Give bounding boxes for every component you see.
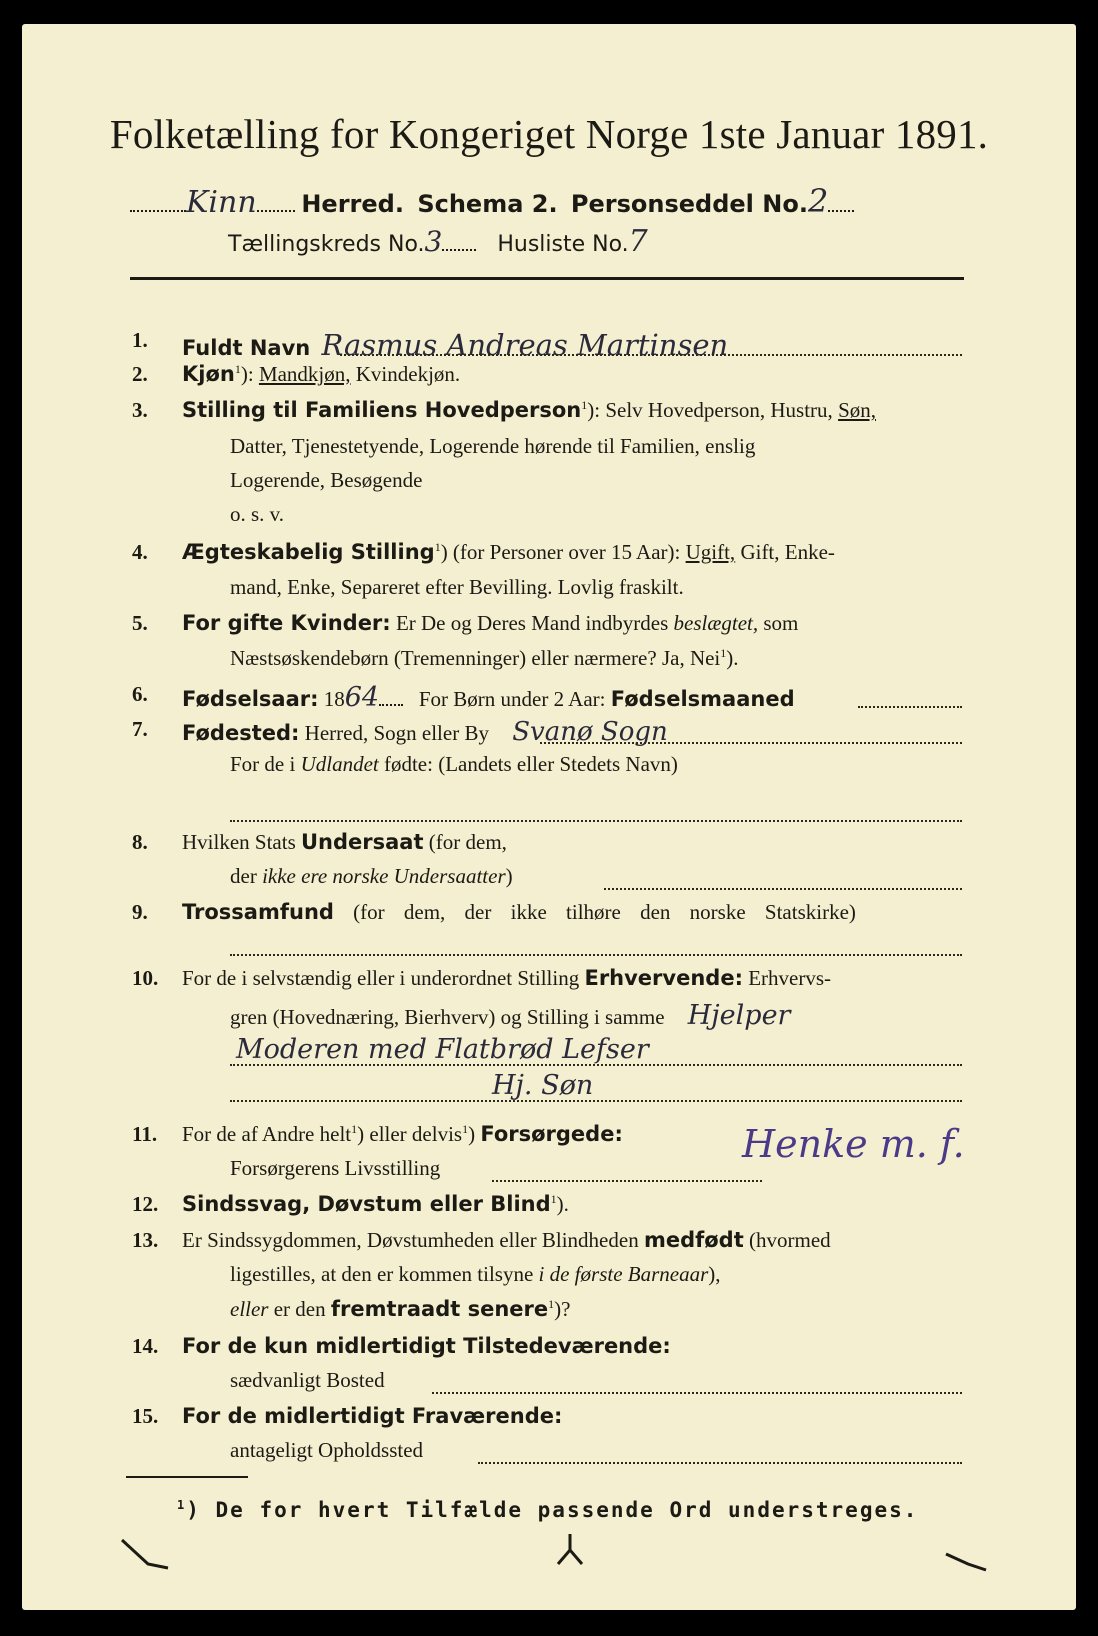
kjon-option-mandkjon: Mandkjøn,	[258, 362, 351, 386]
fodested-text: Herred, Sogn eller By	[304, 721, 489, 745]
footnote-marker: 1	[548, 1297, 555, 1311]
item-13-line-2	[230, 1262, 721, 1287]
item-number: 13.	[132, 1228, 159, 1252]
item-12-end: ).	[556, 1192, 569, 1216]
udland-prefix: For de i	[230, 752, 296, 776]
item-13-prefix: Er Sindssygdommen, Døvstumheden eller Blindheden	[182, 1228, 639, 1252]
item-13-line-1	[182, 1228, 831, 1253]
item-13-line-3-text: er den	[273, 1297, 326, 1321]
dotted-line	[540, 742, 962, 744]
dotted-line	[492, 1180, 762, 1182]
aegteskab-qualifier: ) (for Personer over 15 Aar):	[440, 540, 681, 564]
aegteskab-label: Ægteskabelig Stilling	[182, 540, 435, 564]
dotted-line	[478, 1462, 962, 1464]
item-10-line-1	[182, 966, 831, 991]
item-number: 15.	[132, 1404, 159, 1428]
item-13-suffix: (hvormed	[749, 1228, 831, 1252]
dotted-line	[432, 1392, 962, 1394]
item-11-line-1	[182, 1122, 623, 1147]
erhverv-value-2: Moderen med Flatbrød Lefser	[236, 1034, 649, 1065]
schema-label: Schema 2.	[417, 190, 558, 218]
ikke-norske-text: ikke ere norske Undersaatter	[262, 864, 506, 888]
kjon-option-kvindekjon: Kvindekjøn.	[355, 362, 461, 386]
trossamfund-label: Trossamfund	[182, 900, 334, 924]
fodselsaar-value: 64	[344, 682, 380, 713]
item-3-line-2: Datter, Tjenestetyende, Logerende hørende til Familien, enslig	[230, 434, 756, 458]
item-10-line-2-text: gren (Hovednæring, Bierhverv) og Stilling i samme	[230, 1005, 665, 1029]
fodested-label: Fødested:	[182, 721, 300, 745]
item-10-line-4	[492, 1070, 593, 1101]
item-8-suffix: (for dem,	[428, 830, 507, 854]
item-8-prefix: Hvilken Stats	[182, 830, 296, 854]
item-number: 7.	[132, 717, 148, 741]
item-15-line-1	[182, 1404, 562, 1429]
footnote	[177, 1498, 918, 1522]
herred-value: Kinn	[186, 185, 257, 220]
item-5-end: ).	[726, 646, 739, 670]
born-under-2-text: For Børn under 2 Aar:	[418, 687, 606, 711]
dotted-line	[230, 1064, 962, 1066]
husliste-label: Husliste No.	[497, 232, 629, 257]
form-title: Folketælling for Kongeriget Norge 1ste Januar 1891.	[109, 111, 989, 157]
saedvanligt-bosted-text: sædvanligt Bosted	[230, 1368, 385, 1392]
item-3-line-4: o. s. v.	[230, 502, 285, 526]
forste-barneaar-text: i de første Barneaar	[538, 1262, 709, 1286]
kreds-value: 3	[424, 225, 443, 258]
udlandet-text: Udlandet	[300, 752, 379, 776]
herred-label: Herred.	[301, 190, 404, 218]
footnote-marker: 1	[177, 1498, 187, 1512]
item-8-line-1	[182, 830, 507, 855]
stilling-option-son: Søn,	[838, 398, 876, 422]
forsorger-livsstilling-text: Forsørgerens Livsstilling	[230, 1156, 441, 1180]
eller-text: eller	[230, 1297, 269, 1321]
fodselsmaaned-label: Fødselsmaaned	[610, 687, 795, 711]
item-number: 1.	[132, 328, 148, 352]
forsorger-value: Henke m. f.	[742, 1122, 965, 1166]
item-5-text-end: som	[763, 611, 799, 635]
aegteskab-option-ugift: Ugift,	[685, 540, 736, 564]
item-number: 5.	[132, 611, 148, 635]
tilstedevaerende-label: For de kun midlertidigt Tilstedeværende:	[182, 1334, 671, 1358]
fodselsaar-label: Fødselsaar:	[182, 687, 319, 711]
footnote-marker: 1	[720, 646, 727, 660]
item-number: 11.	[132, 1122, 158, 1146]
item-9	[182, 900, 856, 925]
header-kreds-line	[228, 224, 648, 259]
gifte-kvinder-label: For gifte Kvinder:	[182, 611, 391, 635]
item-13-line-3	[230, 1297, 570, 1322]
item-14-line-1	[182, 1334, 671, 1359]
item-6	[182, 682, 795, 713]
item-11-mid: ) eller delvis	[357, 1122, 463, 1146]
footnote-marker: 1	[434, 540, 441, 554]
item-number: 9.	[132, 900, 148, 924]
item-8-close: )	[505, 864, 513, 888]
center-mark-icon	[550, 1530, 590, 1570]
forsorgede-label: Forsørgede:	[480, 1122, 623, 1146]
item-13-line-2-text: ligestilles, at den er kommen tilsyne	[230, 1262, 534, 1286]
footnote-marker: 1	[234, 362, 241, 376]
personseddel-label: Personseddel No.	[570, 190, 808, 218]
item-3-line-1	[182, 398, 876, 423]
medfodt-label: medfødt	[643, 1228, 744, 1252]
item-number: 8.	[132, 830, 148, 854]
item-number: 10.	[132, 966, 159, 990]
kreds-label: Tællingskreds No.	[228, 232, 425, 257]
dotted-line	[230, 1100, 962, 1102]
stilling-options: ): Selv Hovedperson, Hustru,	[587, 398, 833, 422]
item-12	[182, 1192, 569, 1217]
footnote-marker: 1	[550, 1192, 557, 1206]
erhverv-value-1: Hjelper	[687, 1000, 791, 1031]
item-5-line-2	[230, 646, 739, 671]
dotted-line	[230, 820, 962, 822]
header-herred-line	[130, 182, 854, 220]
item-8-line-2	[230, 864, 513, 889]
item-11-prefix: For de af Andre helt	[182, 1122, 352, 1146]
footnote-rule	[126, 1476, 248, 1478]
husliste-value: 7	[628, 224, 648, 259]
erhvervende-label: Erhvervende:	[584, 966, 743, 990]
item-10-line-2	[230, 1000, 790, 1031]
item-10-line-3	[230, 1034, 649, 1065]
undersaat-label: Undersaat	[301, 830, 424, 854]
dotted-line	[230, 954, 962, 956]
item-8-line-2-prefix: der	[230, 864, 257, 888]
fuldt-navn-label: Fuldt Navn	[182, 336, 311, 360]
item-5-line-2-text: Næstsøskendebørn (Tremenninger) eller nærmere? Ja, Nei	[230, 646, 721, 670]
udland-suffix: fødte: (Landets eller Stedets Navn)	[383, 752, 678, 776]
sindssvag-label: Sindssvag, Døvstum eller Blind	[182, 1192, 551, 1216]
item-number: 2.	[132, 362, 148, 386]
item-4-line-2: mand, Enke, Separeret efter Bevilling. Lovlig fraskilt.	[230, 575, 684, 599]
corner-mark-icon	[118, 1534, 178, 1574]
item-number: 6.	[132, 682, 148, 706]
kjon-label: Kjøn	[182, 362, 235, 386]
fremtraadt-senere-label: fremtraadt senere	[330, 1297, 549, 1321]
item-number: 4.	[132, 540, 148, 564]
trossamfund-text: (for dem, der ikke tilhøre den norske Statskirke)	[353, 900, 856, 924]
fodselsaar-prefix: 18	[323, 687, 345, 711]
beslaegtet-text: beslægtet,	[673, 611, 759, 635]
footnote-marker: 1	[581, 398, 588, 412]
item-2	[182, 362, 460, 387]
item-13-line-2-end: ),	[708, 1262, 721, 1286]
erhverv-value-3: Hj. Søn	[492, 1070, 594, 1101]
stilling-label: Stilling til Familiens Hovedperson	[182, 398, 582, 422]
item-3-line-3: Logerende, Besøgende	[230, 468, 423, 492]
corner-mark-icon	[942, 1548, 992, 1578]
fravaerende-label: For de midlertidigt Fraværende:	[182, 1404, 563, 1428]
kjon-rest: ):	[240, 362, 254, 386]
item-number: 3.	[132, 398, 148, 422]
item-5-text: Er De og Deres Mand indbyrdes	[395, 611, 669, 635]
opholdssted-text: antageligt Opholdssted	[230, 1438, 424, 1462]
item-11-line-2	[230, 1156, 440, 1181]
item-1	[182, 328, 728, 362]
dotted-line	[604, 888, 962, 890]
item-10-prefix: For de i selvstændig eller i underordnet Stilling	[182, 966, 580, 990]
footnote-marker: 1	[351, 1122, 358, 1136]
item-5-line-1	[182, 611, 798, 636]
footnote-marker: 1	[462, 1122, 469, 1136]
footnote-text: ) De for hvert Tilfælde passende Ord understreges.	[186, 1498, 919, 1522]
census-form	[22, 24, 1076, 1610]
dotted-line	[858, 706, 962, 708]
item-10-suffix: Erhvervs-	[748, 966, 832, 990]
item-4-line-1	[182, 540, 835, 565]
personseddel-value: 2	[807, 182, 829, 220]
item-11-close: )	[468, 1122, 476, 1146]
dotted-line	[340, 354, 962, 356]
item-7-line-2	[230, 752, 678, 777]
item-13-end: )?	[554, 1297, 571, 1321]
item-number: 12.	[132, 1192, 159, 1216]
aegteskab-options: Gift, Enke-	[740, 540, 835, 564]
fuldt-navn-value: Rasmus Andreas Martinsen	[321, 328, 729, 362]
header-rule	[130, 277, 964, 280]
item-number: 14.	[132, 1334, 159, 1358]
fodested-value: Svanø Sogn	[512, 717, 668, 747]
